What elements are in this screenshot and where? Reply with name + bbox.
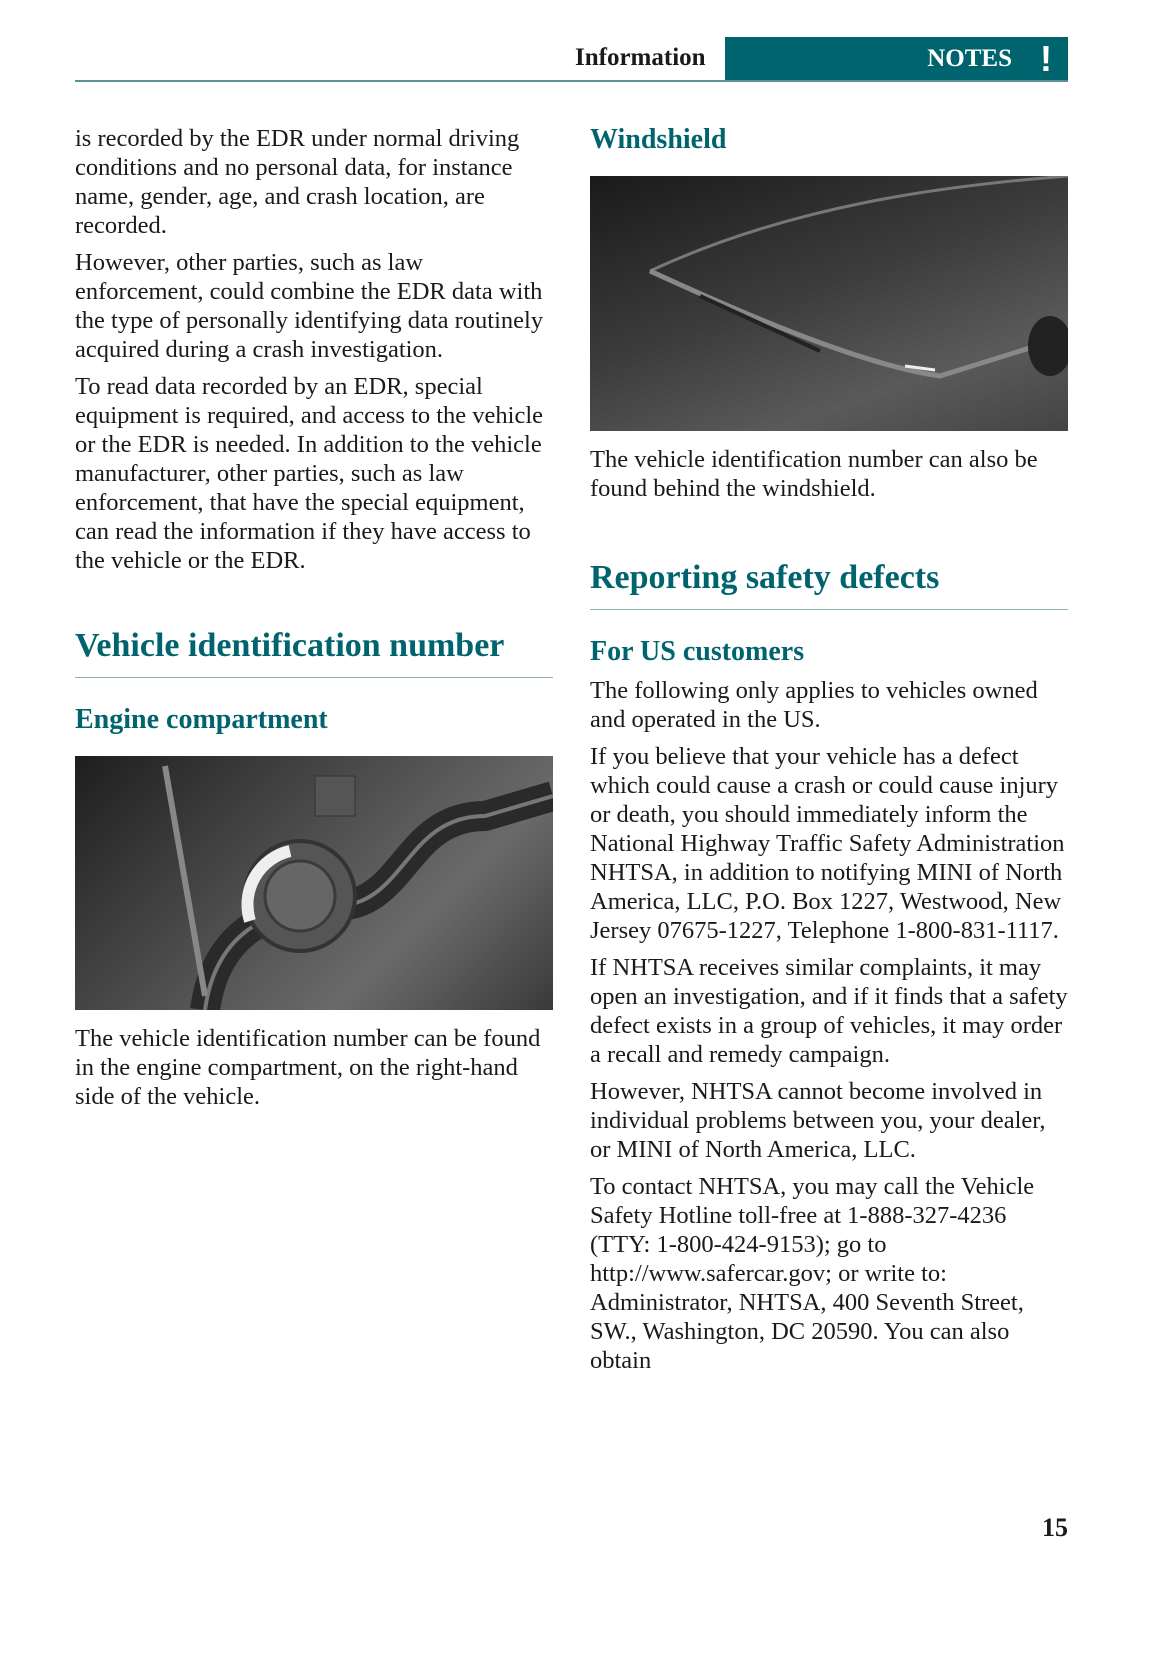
engine-caption: The vehicle identification number can be found in the engine compartment, on the right-hand side of the vehicle. (75, 1025, 541, 1110)
vin-heading: Vehicle identification number (75, 627, 553, 678)
right-column (590, 124, 1068, 1383)
paragraph: The following only applies to vehicles owned and operated in the US. (590, 677, 1038, 733)
paragraph: To read data recorded by an EDR, special equipment is required, and access to the vehicle or the EDR is needed. In addition to the vehicle manufacturer, other parties, such as law enforcement, that have the special equipment, can read the information if they have access to the vehicle or the EDR. (75, 373, 544, 574)
reporting-heading: Reporting safety defects (590, 559, 1068, 610)
paragraph: However, other parties, such as law enforcement, could combine the EDR data with the type of personally identifying data routinely acquired during a crash investigation. (75, 249, 544, 363)
windshield-image (590, 176, 1068, 431)
chapter-title: NOTES (927, 45, 1012, 72)
exclamation-icon: ! (1040, 38, 1052, 79)
paragraph: To contact NHTSA, you may call the Vehicle Safety Hotline toll-free at 1-888-327-4236 (TTY: 1-800-424-9153); go to http://www.safercar.gov; or write to: Administrator, NHTSA, 400 Seventh Street, SW., Washington, DC 20590. You can also obtain (590, 1173, 1035, 1374)
chapter-tab (725, 37, 1068, 81)
windshield-heading: Windshield (590, 124, 727, 155)
paragraph: If NHTSA receives similar complaints, it may open an investigation, and if it finds that a safety defect exists in a group of vehicles, it may order a recall and remedy campaign. (590, 954, 1068, 1068)
section-title: Information (575, 44, 706, 71)
paragraph: However, NHTSA cannot become involved in individual problems between you, your dealer, or MINI of North America, LLC. (590, 1078, 1046, 1163)
paragraph: If you believe that your vehicle has a defect which could cause a crash or could cause injury or death, you should immediately inform the National Highway Traffic Safety Administration NHTSA, in addition to notifying MINI of North America, LLC, P.O. Box 1227, Westwood, New Jersey 07675-1227, Telephone 1-800-831-1117. (590, 743, 1065, 944)
engine-heading: Engine compartment (75, 704, 328, 735)
page-number: 15 (1042, 1513, 1068, 1542)
engine-compartment-image (75, 756, 553, 1010)
header-rule (75, 80, 1068, 82)
left-column (75, 124, 553, 1119)
paragraph: is recorded by the EDR under normal driving conditions and no personal data, for instance name, gender, age, and crash location, are recorded. (75, 125, 520, 239)
windshield-caption: The vehicle identification number can also be found behind the windshield. (590, 446, 1038, 502)
us-customers-heading: For US customers (590, 636, 805, 667)
